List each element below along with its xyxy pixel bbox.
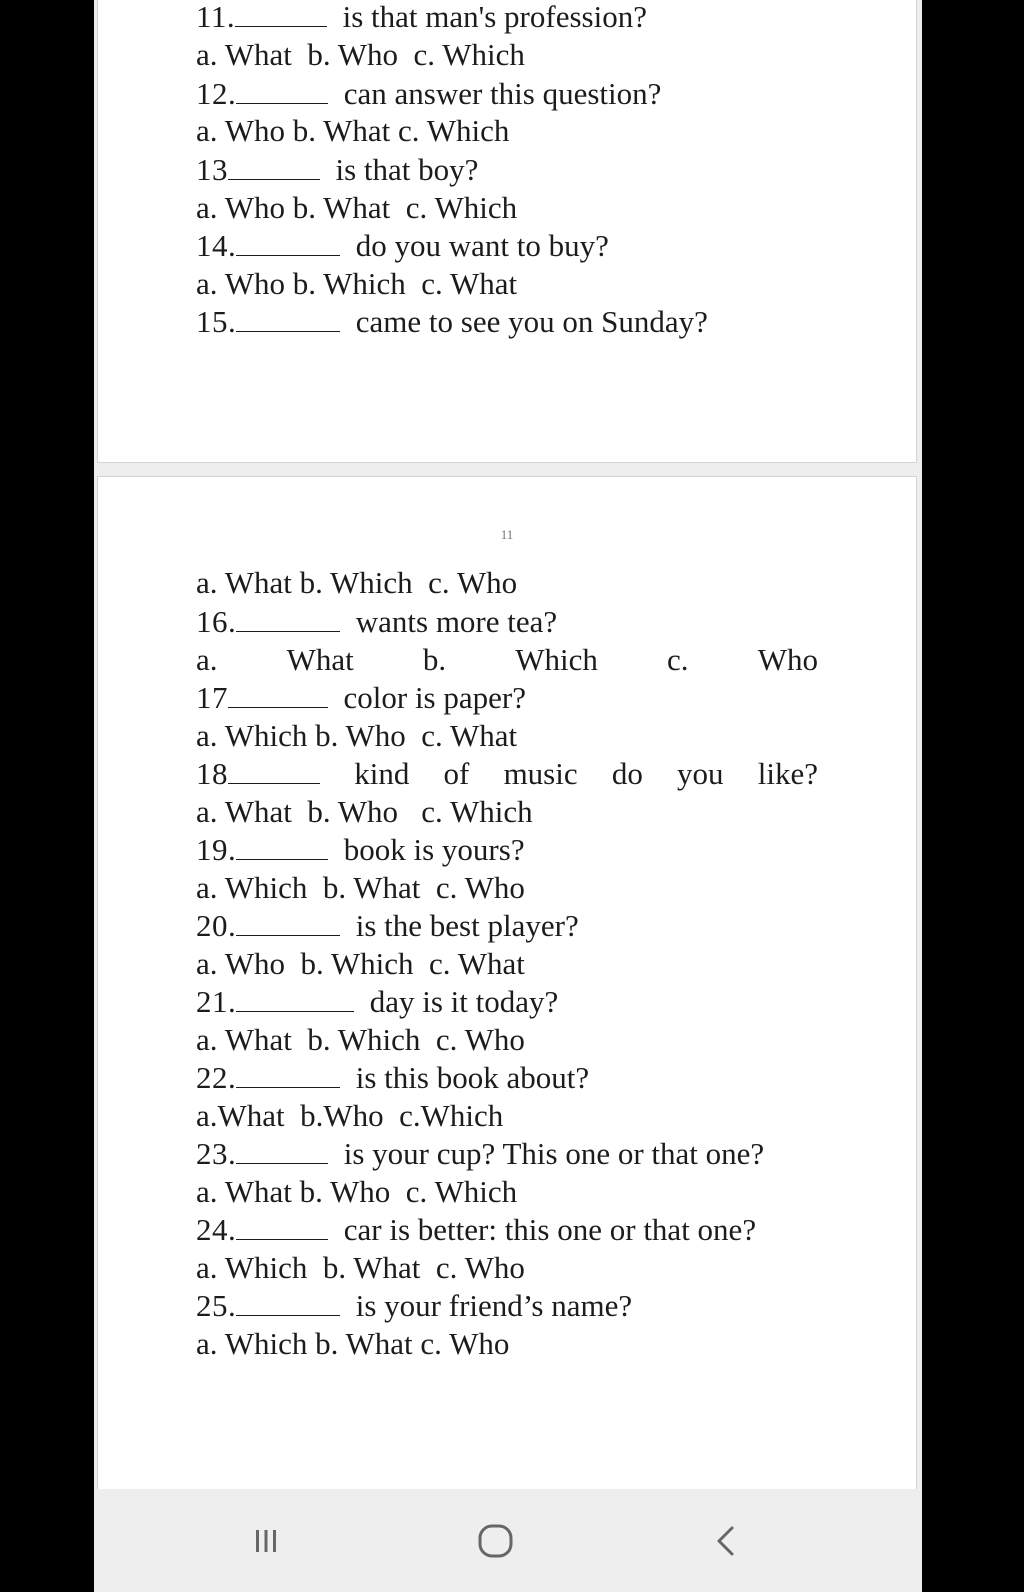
options-24: a. Which b. What c. Who xyxy=(196,1250,525,1285)
options-21: a. What b. Which c. Who xyxy=(196,1022,525,1057)
question-20: 20. is the best player? xyxy=(196,908,579,943)
options-17: a. Which b. Who c. What xyxy=(196,718,518,753)
options-25: a. Which b. What c. Who xyxy=(196,1326,510,1361)
options-19: a. Which b. What c. Who xyxy=(196,870,525,905)
options-20: a. Who b. Which c. What xyxy=(196,946,525,981)
navigation-bar xyxy=(94,1489,922,1592)
options-11: a. What b. Who c. Which xyxy=(196,37,525,72)
question-16: 16. wants more tea? xyxy=(196,604,558,639)
question-17: 17 color is paper? xyxy=(196,680,526,715)
options-15: a. What b. Which c. Who xyxy=(196,565,518,600)
options-22: a.What b.Who c.Which xyxy=(196,1098,504,1133)
question-15: 15. came to see you on Sunday? xyxy=(196,304,708,339)
recent-apps-button[interactable] xyxy=(186,1489,346,1592)
question-25: 25. is your friend’s name? xyxy=(196,1288,633,1323)
page-number: 11 xyxy=(500,527,514,542)
options-14: a. Who b. Which c. What xyxy=(196,266,518,301)
home-icon xyxy=(476,1521,516,1561)
question-13: 13 is that boy? xyxy=(196,152,479,187)
question-23: 23. is your cup? This one or that one? xyxy=(196,1136,765,1171)
options-18: a. What b. Who c. Which xyxy=(196,794,533,829)
question-12: 12. can answer this question? xyxy=(196,76,662,111)
question-11: 11. is that man's profession? xyxy=(196,0,647,34)
options-16: a. What b. Which c. Who xyxy=(196,642,818,677)
back-button[interactable] xyxy=(646,1489,806,1592)
question-24: 24. car is better: this one or that one? xyxy=(196,1212,757,1247)
question-19: 19. book is yours? xyxy=(196,832,525,867)
question-22: 22. is this book about? xyxy=(196,1060,590,1095)
document-page xyxy=(97,0,917,463)
back-icon xyxy=(708,1523,744,1559)
options-13: a. Who b. What c. Which xyxy=(196,190,518,225)
document-page xyxy=(97,476,917,1506)
recent-apps-icon xyxy=(248,1523,284,1559)
question-14: 14. do you want to buy? xyxy=(196,228,609,263)
options-23: a. What b. Who c. Which xyxy=(196,1174,518,1209)
question-18: 18 kind of music do you like? xyxy=(196,756,818,791)
question-21: 21. day is it today? xyxy=(196,984,559,1019)
options-12: a. Who b. What c. Which xyxy=(196,113,510,148)
document-viewer[interactable] xyxy=(94,0,922,1592)
home-button[interactable] xyxy=(416,1489,576,1592)
